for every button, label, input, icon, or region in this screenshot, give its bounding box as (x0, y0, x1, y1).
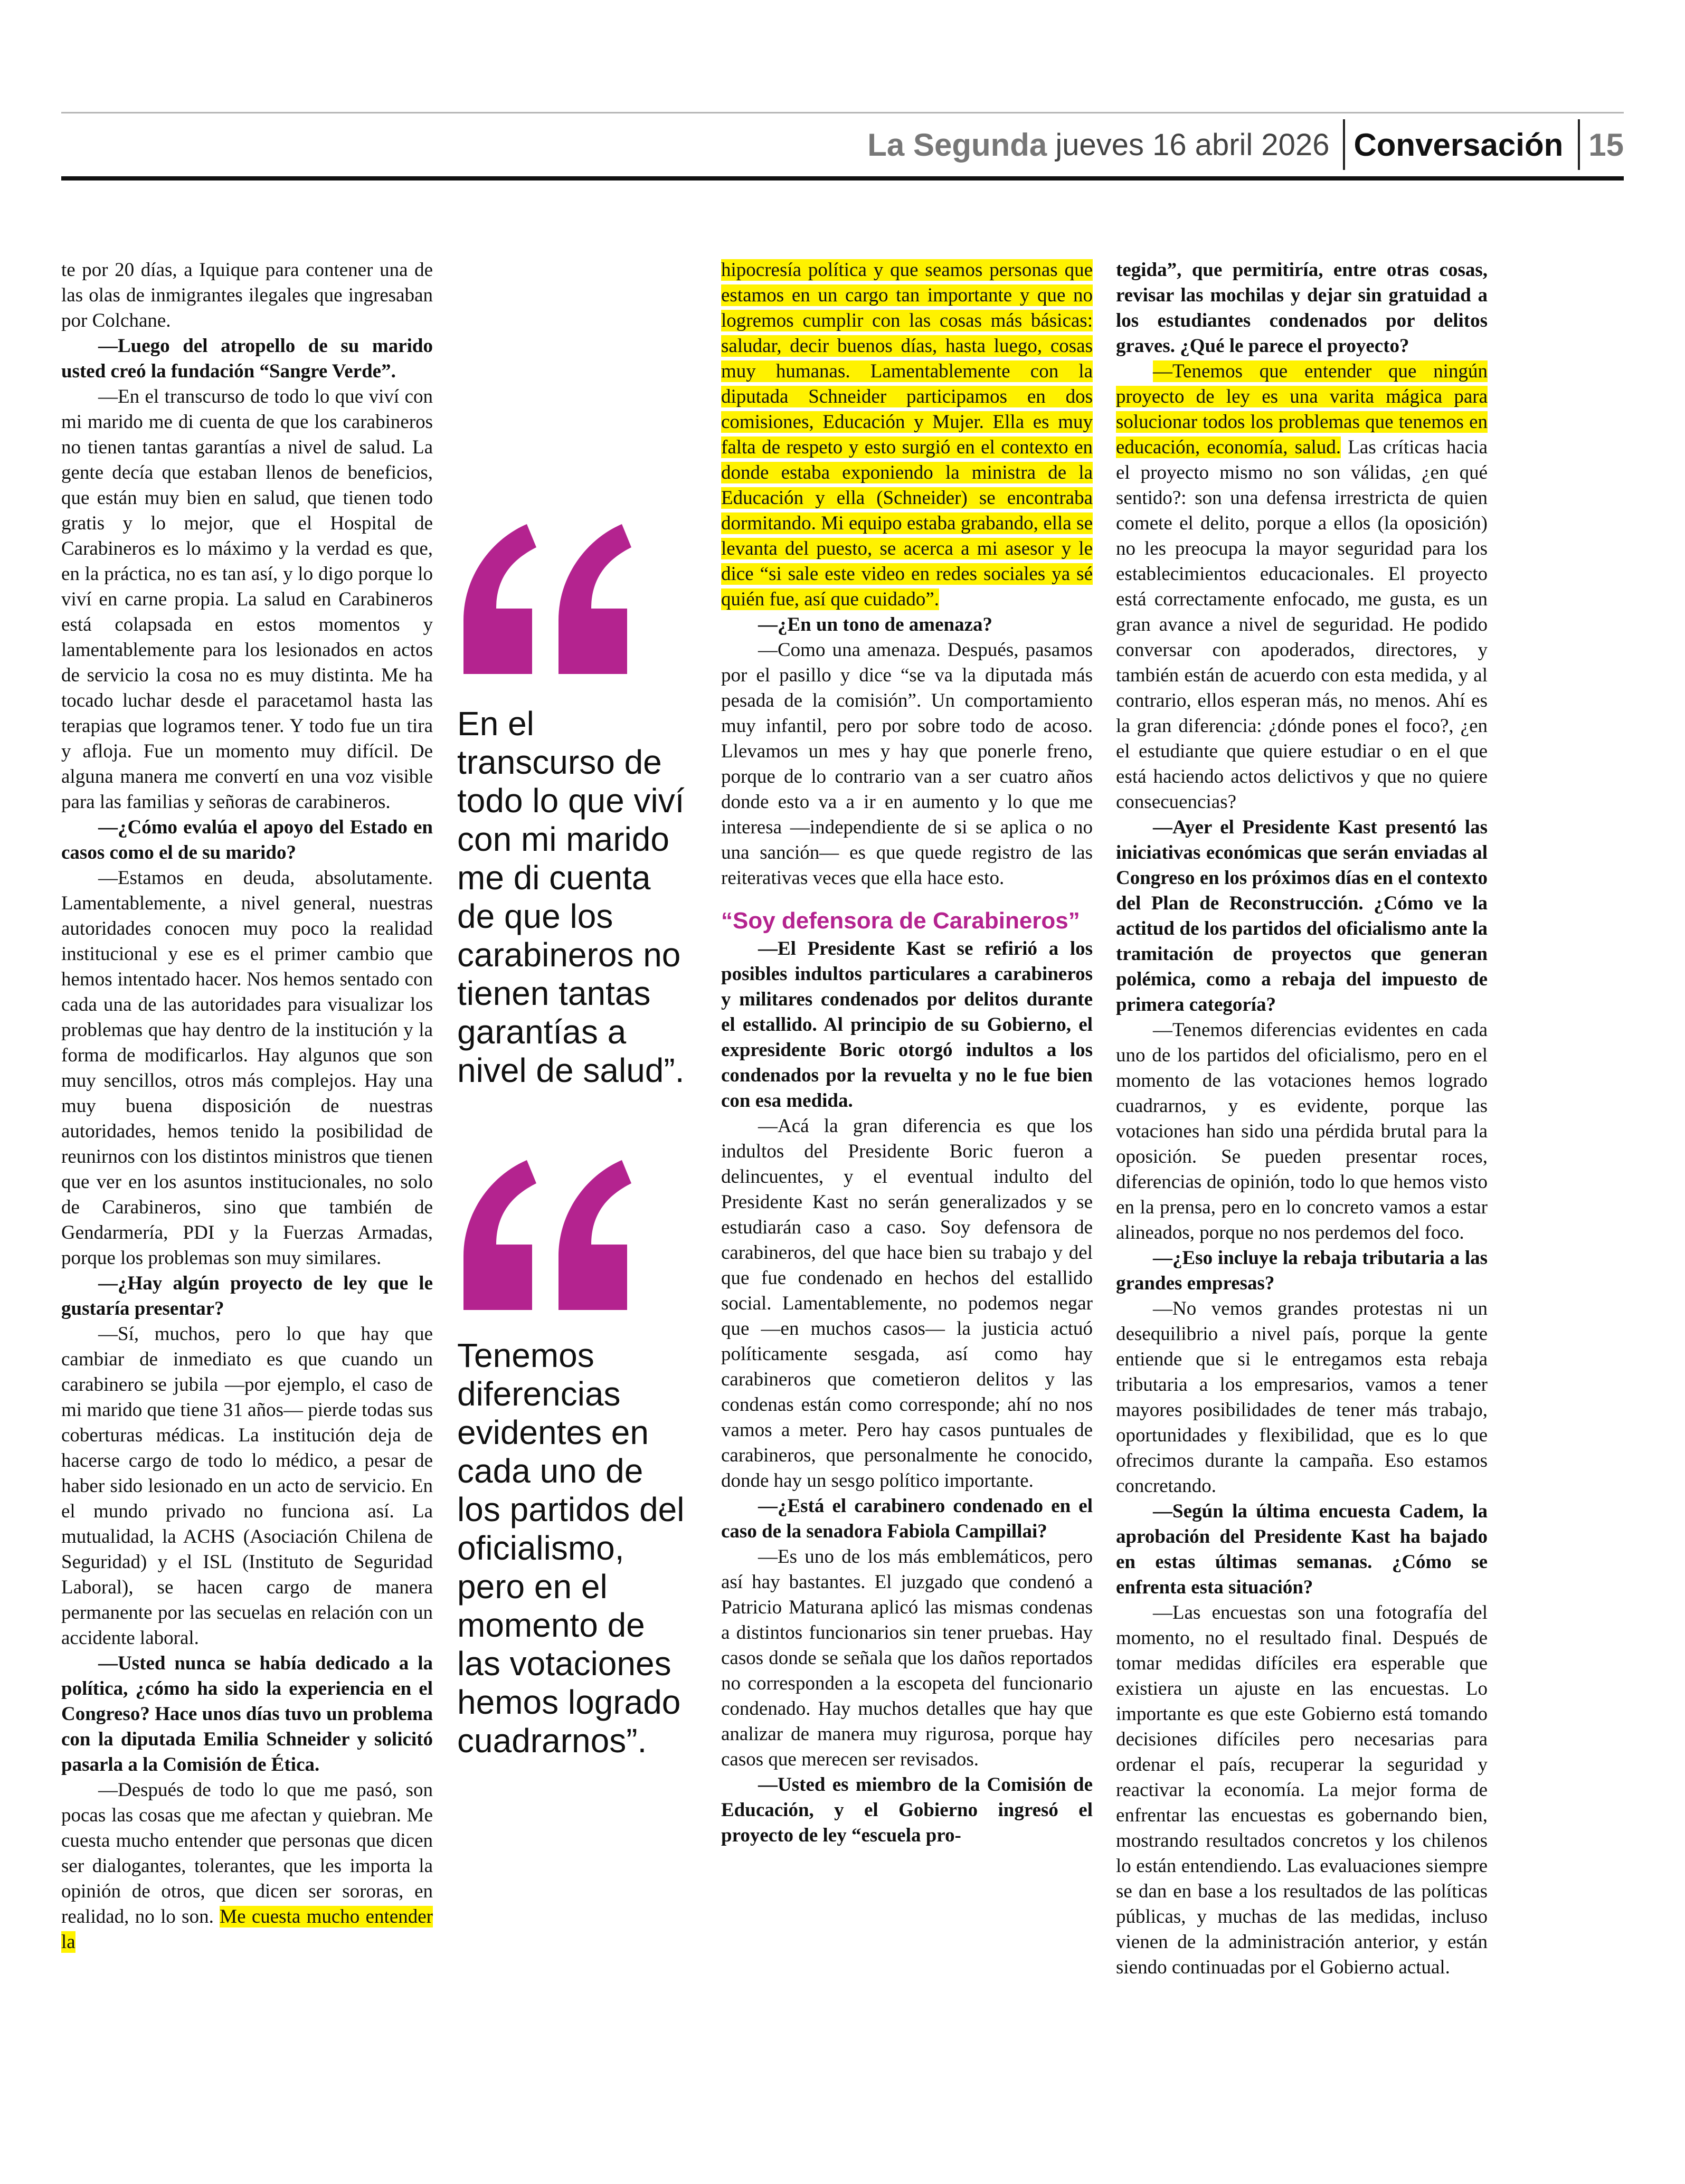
answer-text: —Después de todo lo que me pasó, son pocas las cosas que me afectan y quiebran. Me cuesta mucho entender que personas que dicen ser dialogantes, tolerantes, que les importa la opinión de otros, que dicen ser sororas, en realidad, no lo son. (61, 1779, 433, 1927)
masthead (867, 118, 1624, 171)
article-column-3 (721, 258, 1093, 1848)
issue-date: jueves 16 abril 2026 (1055, 127, 1330, 162)
interview-answer (61, 1778, 433, 1955)
pull-quote: Tenemos diferencias evidentes en cada uno de los partidos del oficialismo, pero en el momento de las votaciones hemos logrado cuadrarnos”. (457, 1336, 685, 1760)
page-number: 15 (1588, 127, 1624, 163)
pull-quote: En el transcurso de todo lo que viví con mi marido me di cuenta de que los carabineros no tienen tantas garantías a nivel de salud”. (457, 705, 685, 1089)
paragraph: te por 20 días, a Iquique para contener una de las olas de inmigrantes ilegales que ingresaban por Colchane. (61, 259, 433, 331)
interview-answer: —Las encuestas son una fotografía del momento, no el resultado final. Después de tomar medidas difíciles era esperable que existiera un ajuste en las encuestas. Lo importante es que este Gobierno está tomando decisiones difíciles pero necesarias para ordenar el país, recuperar la seguridad y reactivar la economía. La mejor forma de enfrentar las encuestas es gobernando bien, mostrando resultados concretos y los chilenos lo están entendiendo. Las evaluaciones siempre se dan en base a los resultados de las políticas públicas, y muchas de las medidas, incluso vienen de la administración anterior, y están siendo continuadas por el Gobierno actual. (1116, 1602, 1488, 1978)
paragraph (721, 258, 1093, 612)
interview-question: —Según la última encuesta Cadem, la aprobación del Presidente Kast ha bajado en estas últimas semanas. ¿Cómo se enfrenta esta situación? (1116, 1501, 1488, 1598)
interview-answer: —Acá la gran diferencia es que los indultos del Presidente Boric fueron a delincuentes, y el eventual indulto del Presidente Kast no serán generalizados y se estudiarán caso a caso. Soy defensora de carabineros, del que hace bien su trabajo y del que fue condenado en hechos del estallido social. Lamentablemente, no podemos negar que —en muchos casos— la justicia actuó políticamente sesgada, así como hay carabineros que cometieron delitos y las condenas están como corresponde; ahí no nos vamos a meter. Pero hay casos puntuales de carabineros, que personalmente he conocido, donde hay un sesgo político importante. (721, 1115, 1093, 1492)
interview-question: —Ayer el Presidente Kast presentó las iniciativas económicas que serán enviadas al Congreso en los próximos días en el contexto del Plan de Reconstrucción. ¿Cómo ve la actitud de los partidos del oficialismo ante la tramitación de proyectos que generan polémica, como a rebaja del impuesto de primera categoría? (1116, 816, 1488, 1015)
highlighted-text: hipocresía política y que seamos personas que estamos en un cargo tan importante y que no logremos cumplir con las cosas más básicas: saludar, decir buenos días, hasta luego, cosas muy humanas. Lamentablemente con la diputada Schneider participamos en dos comisiones, Educación y Mujer. Ella es muy falta de respeto y esto surgió en el contexto en donde estaba exponiendo la ministra de la Educación y ella (Schneider) se encontraba dormitando. Mi equipo estaba grabando, ella se levanta del puesto, se acerca a mi asesor y le dice “si sale este video en redes sociales ya sé quién fue, así que cuidado”. (721, 259, 1093, 610)
article-column-1 (61, 258, 433, 1955)
interview-answer: —Es uno de los más emblemáticos, pero así hay bastantes. El juzgado que condenó a Patricio Maturana aplicó las mismas condenas a distintos funcionarios sin tener pruebas. Hay casos donde se señala que los daños reportados no corresponden a la escopeta del funcionario condenado. Hay muchos detalles que hay que analizar de manera muy rigurosa, porque hay casos que merecen ser revisados. (721, 1546, 1093, 1770)
article-column-4 (1116, 258, 1488, 1980)
interview-question: —¿Eso incluye la rebaja tributaria a las grandes empresas? (1116, 1247, 1488, 1294)
section-subhead: “Soy defensora de Carabineros” (721, 908, 1080, 934)
masthead-divider (1578, 119, 1580, 170)
highlighted-text: —Tenemos que entender que ningún proyecto de ley es una varita mágica para solucionar todos los problemas que tenemos en educación, economía, salud. (1116, 360, 1488, 458)
highlighted-text: Me cuesta mucho entender la (61, 1906, 433, 1953)
header-bottom-rule (61, 176, 1624, 181)
section-name: Conversación (1353, 127, 1564, 163)
interview-question: —Usted es miembro de la Comisión de Educación, y el Gobierno ingresó el proyecto de ley “escuela pro- (721, 1774, 1093, 1846)
interview-answer: —Estamos en deuda, absolutamente. Lamentablemente, a nivel general, nuestras autoridades conocen muy poco la realidad institucional y ese es el primer cambio que hemos intentado hacer. Nos hemos sentado con cada una de las autoridades para visualizar los problemas que hay dentro de la institución y la forma de modificarlos. Hay algunos que son muy sencillos, otros más complejos. Hay una muy buena disposición de nuestras autoridades, hemos tenido la posibilidad de reunirnos con los distintos ministros que tienen que ver en los asuntos institucionales, no solo de Carabineros, sino que también de Gendarmería, PDI y la Fuerzas Armadas, porque los problemas son muy similares. (61, 867, 433, 1269)
answer-text: Las críticas hacia el proyecto mismo no son válidas, ¿en qué sentido?: son una defensa irrestricta de quien comete el delito, porque a ellos (la oposición) no les preocupa la mayor seguridad para los establecimientos educacionales. El proyecto está correctamente enfocado, me gusta, es un gran avance a nivel de seguridad. He podido conversar con apoderados, directores, y también están de acuerdo con esta medida, y al contrario, ellos esperan más, no menos. Ahí es la gran diferencia: ¿dónde pones el foco?, ¿en el estudiante que quiere estudiar o en el que está haciendo actos delictivos y que no quiere consecuencias? (1116, 436, 1488, 813)
interview-question: tegida”, que permitiría, entre otras cosas, revisar las mochilas y dejar sin gratuidad a los estudiantes condenados por delitos graves. ¿Qué le parece el proyecto? (1116, 259, 1488, 357)
interview-question: —Luego del atropello de su marido usted creó la fundación “Sangre Verde”. (61, 335, 433, 382)
interview-answer: —Sí, muchos, pero lo que hay que cambiar de inmediato es que cuando un carabinero se jubila —por ejemplo, el caso de mi marido que tiene 31 años— pierde todas sus coberturas médicas. La institución deja de hacerse cargo de todo lo médico, a pesar de haber sido lesionado en un acto de servicio. En el mundo privado no funciona así. La mutualidad, la ACHS (Asociación Chilena de Seguridad) y el ISL (Instituto de Seguridad Laboral), se hacen cargo de manera permanente por las secuelas en relación con un accidente laboral. (61, 1323, 433, 1649)
interview-answer: —Como una amenaza. Después, pasamos por el pasillo y dice “se va la diputada más pesada de la comisión”. Un comportamiento muy infantil, pero por sobre todo de acoso. Llevamos un mes y hay que ponerle freno, porque de lo contrario van a ser cuatro años donde esto va a ir en aumento y lo que me interesa —independiente de si se aplica o no una sanción— es que quede registro de las reiterativas veces que ella hace esto. (721, 639, 1093, 889)
interview-answer: —No vemos grandes protestas ni un desequilibrio a nivel país, porque la gente entiende que si le entregamos esta rebaja tributaria a los empresarios, vamos a tener mayores posibilidades de tener más trabajo, oportunidades y flexibilidad, que es lo que ofrecimos durante la campaña. Eso estamos concretando. (1116, 1298, 1488, 1497)
opening-quote-icon (459, 1156, 633, 1314)
interview-answer: —Tenemos diferencias evidentes en cada uno de los partidos del oficialismo, pero en el momento de las votaciones hemos logrado cuadrarnos, y es evidente, porque las votaciones han sido una pérdida brutal para la oposición. Se pueden presentar roces, diferencias de opinión, todo lo que hemos visto en la prensa, pero en lo concreto vamos a estar alineados, porque no nos perdemos del foco. (1116, 1019, 1488, 1243)
interview-question: —Usted nunca se había dedicado a la política, ¿cómo ha sido la experiencia en el Congreso? Hace unos días tuvo un problema con la diputada Emilia Schneider y solicitó pasarla a la Comisión de Ética. (61, 1653, 433, 1775)
opening-quote-icon (459, 520, 633, 678)
interview-answer: —En el transcurso de todo lo que viví con mi marido me di cuenta de que los carabineros no tienen tantas garantías a nivel de salud. La gente decía que estaban llenos de beneficios, que están muy bien en salud, que tienen todo gratis y lo mejor, que el Hospital de Carabineros es lo máximo y la verdad es que, en la práctica, no es tan así, y lo digo porque lo viví en carne propia. La salud en Carabineros está colapsada en estos momentos y lamentablemente para los lesionados en actos de servicio la cosa no es muy distinta. Me ha tocado luchar desde el paracetamol hasta las terapias que logramos tener. Y todo fue un tira y afloja. Fue un momento muy difícil. De alguna manera me convertí en una voz visible para las familias y señoras de carabineros. (61, 386, 433, 813)
interview-question: —¿Está el carabinero condenado en el caso de la senadora Fabiola Campillai? (721, 1495, 1093, 1542)
masthead-divider (1343, 119, 1345, 170)
header-top-rule (61, 112, 1624, 113)
publication-name: La Segunda (867, 127, 1047, 163)
interview-question: —¿Hay algún proyecto de ley que le gustaría presentar? (61, 1273, 433, 1319)
interview-answer (1116, 359, 1488, 815)
interview-question: —¿En un tono de amenaza? (758, 614, 993, 635)
interview-question: —El Presidente Kast se refirió a los posibles indultos particulares a carabineros y militares condenados por delitos durante el estallido. Al principio de su Gobierno, el expresidente Boric otorgó indultos a los condenados por la revuelta y no le fue bien con esa medida. (721, 938, 1093, 1112)
interview-question: —¿Cómo evalúa el apoyo del Estado en casos como el de su marido? (61, 816, 433, 863)
